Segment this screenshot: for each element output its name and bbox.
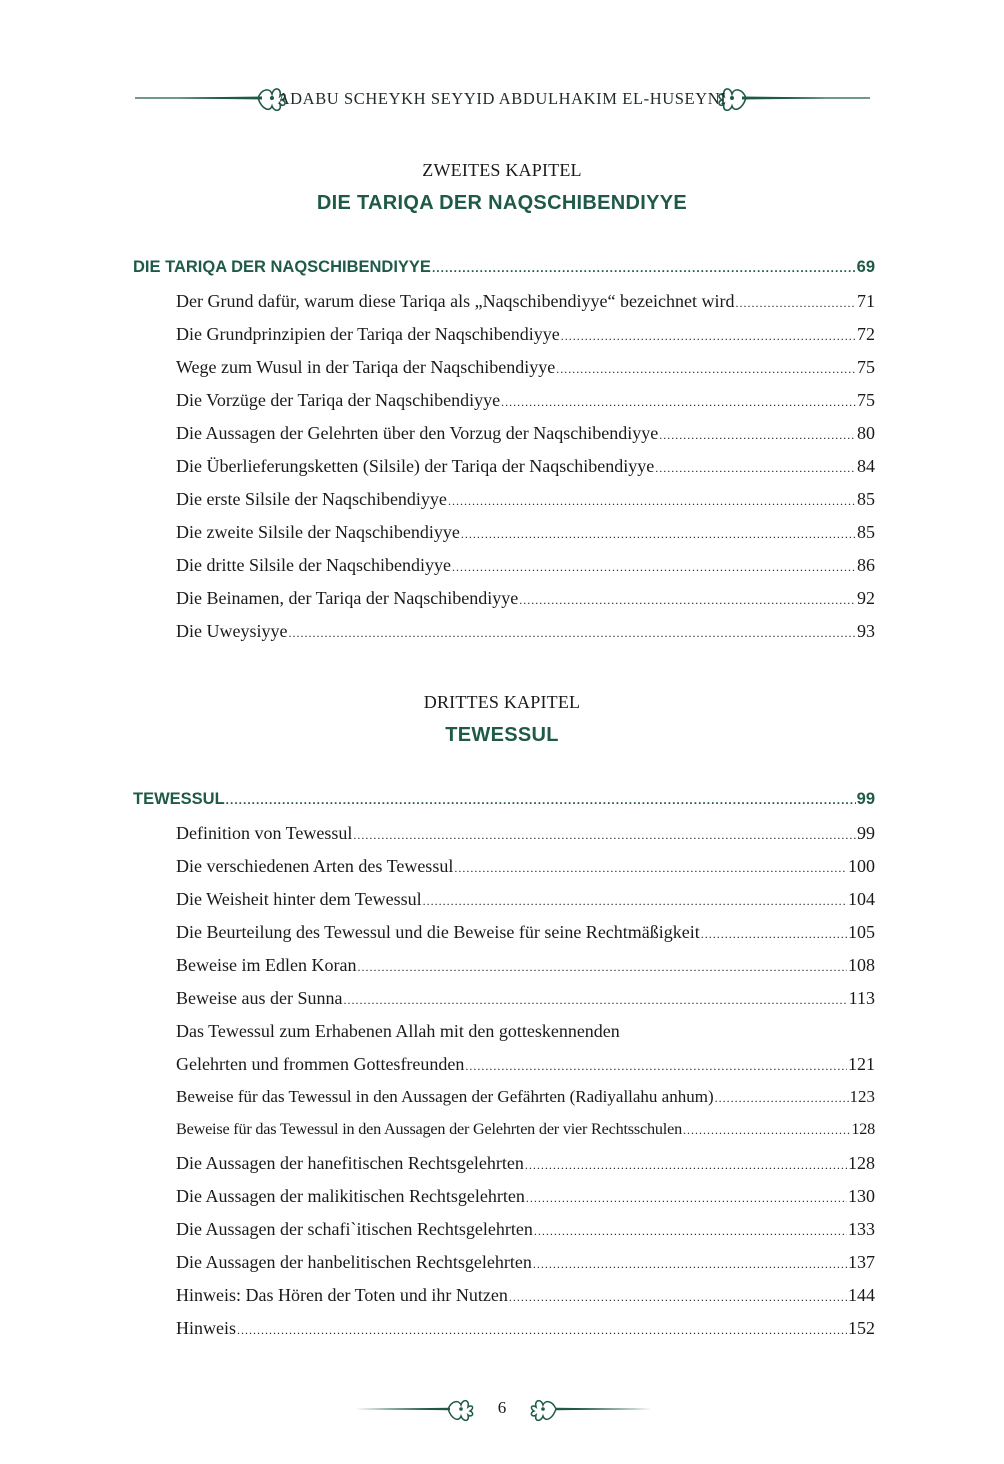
page-ref: 92 [857,588,875,608]
page-ref: 144 [848,1285,875,1305]
page-ref: 85 [857,489,875,509]
toc-entry[interactable]: Die Aussagen der Gelehrten über den Vorzug der Naqschibendiyye ..... 80 [176,423,875,447]
page-ref: 84 [857,456,875,476]
toc-entry[interactable]: Die Aussagen der malikitischen Rechtsgelehrten ..... 130 [176,1186,875,1210]
toc-entry[interactable]: Beweise aus der Sunna ..... 113 [176,988,875,1012]
chapter-label: ZWEITES KAPITEL [422,160,582,180]
toc-entry[interactable]: Die Aussagen der schafi`itischen Rechtsgelehrten ..... 133 [176,1219,875,1243]
toc-main-entry[interactable]: DIE TARIQA DER NAQSCHIBENDIYYE ..... 69 [133,258,875,282]
page-ref: 108 [848,955,875,975]
page-ref: 123 [849,1087,875,1106]
page-ref: 128 [851,1120,875,1138]
toc-entry[interactable]: Wege zum Wusul in der Tariqa der Naqschibendiyye ..... 75 [176,357,875,381]
toc-entry[interactable]: Beweise für das Tewessul in den Aussagen der Gelehrten der vier Rechtsschulen ..... 128 [176,1120,875,1144]
page-ref: 72 [857,324,875,344]
toc-entry[interactable]: Definition von Tewessul ..... 99 [176,823,875,847]
page-ref: 152 [848,1318,875,1338]
page-ref: 104 [848,889,875,909]
toc-entry[interactable]: Die Aussagen der hanbelitischen Rechtsgelehrten ..... 137 [176,1252,875,1276]
page-ref: 105 [848,922,875,942]
page-ref: 113 [848,988,875,1008]
toc-entry[interactable]: Beweise für das Tewessul in den Aussagen der Gefährten (Radiyallahu anhum) ..... 123 [176,1087,875,1111]
toc-entry[interactable]: Die verschiedenen Arten des Tewessul ..... 100 [176,856,875,880]
toc-entry[interactable]: Die dritte Silsile der Naqschibendiyye ..... 86 [176,555,875,579]
page-ref: 75 [857,390,875,410]
toc-entry[interactable]: Die Vorzüge der Tariqa der Naqschibendiyye ..... 75 [176,390,875,414]
page-ref: 99 [857,823,875,843]
page-ref: 80 [857,423,875,443]
toc-entry[interactable]: Die erste Silsile der Naqschibendiyye ..... 85 [176,489,875,513]
page-ref: 100 [848,856,875,876]
toc-entry[interactable]: Die Beurteilung des Tewessul und die Beweise für seine Rechtmäßigkeit ..... 105 [176,922,875,946]
toc-main-entry[interactable]: TEWESSUL ..... 99 [133,790,875,814]
toc-entry[interactable]: Die Überlieferungsketten (Silsile) der Tariqa der Naqschibendiyye ..... 84 [176,456,875,480]
toc-entry[interactable]: Beweise im Edlen Koran ..... 108 [176,955,875,979]
page-ref: 75 [857,357,875,377]
chapter-label: DRITTES KAPITEL [423,692,581,712]
page-ref: 85 [857,522,875,542]
toc-entry-continued[interactable]: Das Tewessul zum Erhabenen Allah mit den gotteskennenden [176,1021,620,1041]
page-ref: 137 [848,1252,875,1272]
page-ref: 121 [848,1054,875,1074]
toc-entry[interactable]: Die Grundprinzipien der Tariqa der Naqschibendiyye ..... 72 [176,324,875,348]
page-ref: 133 [848,1219,875,1239]
book-title: ADABU SCHEYKH SEYYID ABDULHAKIM EL-HUSEYNI [277,89,727,108]
page-ref: 130 [848,1186,875,1206]
page-ref: 71 [857,291,875,311]
toc-entry[interactable]: Die Weisheit hinter dem Tewessul ..... 104 [176,889,875,913]
page-ref: 128 [848,1153,875,1173]
toc-entry[interactable]: Die zweite Silsile der Naqschibendiyye ..... 85 [176,522,875,546]
page-ref: 86 [857,555,875,575]
chapter-title: DIE TARIQA DER NAQSCHIBENDIYYE [316,192,688,214]
toc-entry[interactable]: Die Aussagen der hanefitischen Rechtsgelehrten ..... 128 [176,1153,875,1177]
toc-entry[interactable]: Gelehrten und frommen Gottesfreunden ..... 121 [176,1054,875,1078]
running-header [0,78,1004,118]
page-number: 6 [497,1398,507,1417]
chapter-title: TEWESSUL [445,724,559,746]
toc-entry[interactable]: Der Grund dafür, warum diese Tariqa als „Naqschibendiyye“ bezeichnet wird ..... 71 [176,291,875,315]
page-footer [0,1392,1004,1426]
page-ref: 93 [857,621,875,641]
toc-entry[interactable]: Hinweis ..... 152 [176,1318,875,1342]
toc-entry[interactable]: Die Beinamen, der Tariqa der Naqschibendiyye ..... 92 [176,588,875,612]
page-ref: 99 [856,790,875,808]
page-ref: 69 [856,258,875,276]
toc-entry[interactable]: Die Uweysiyye ..... 93 [176,621,875,645]
toc-entry[interactable]: Hinweis: Das Hören der Toten und ihr Nutzen ..... 144 [176,1285,875,1309]
